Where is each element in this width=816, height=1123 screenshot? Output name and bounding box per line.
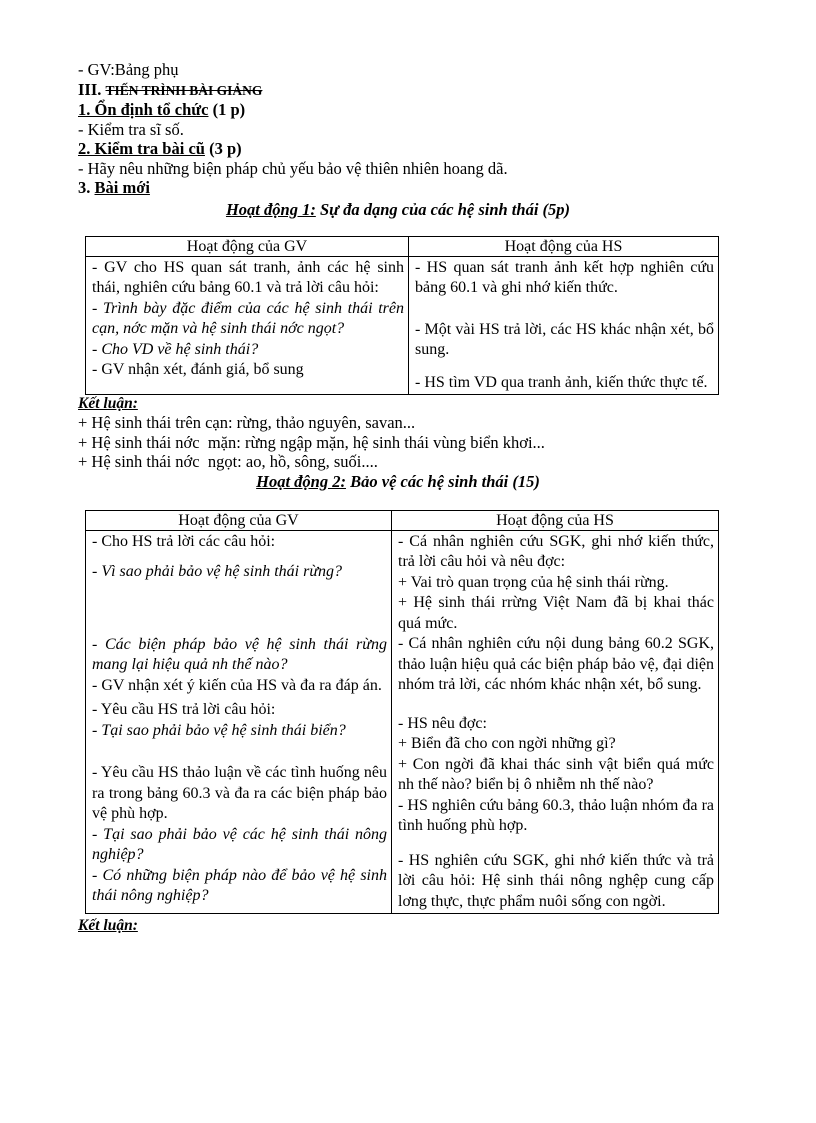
gv-item: - Cho HS trả lời các câu hỏi: (92, 532, 276, 550)
hs-item: - Cá nhân nghiên cứu nội dung bảng 60.2 SGK, thảo luận hiệu quả các biện pháp bảo vệ, đại diện nhóm trả lời, các nhóm khác nhận xét, bổ sung. (398, 635, 714, 693)
hs-item: + Vai trò quan trọng của hệ sinh thái rừng. (398, 573, 669, 591)
hs-item: - HS tìm VD qua tranh ảnh, kiến thức thực tế. (415, 373, 708, 391)
column-header-hs: Hoạt động của HS (392, 510, 719, 530)
gv-question: - Trình bày đặc điểm của các hệ sinh thái trên cạn, nớc mặn và hệ sinh thái nớc ngọt? (92, 299, 404, 337)
gv-item: - GV cho HS quan sát tranh, ảnh các hệ sinh thái, nghiên cứu bảng 60.1 và trả lời câu hỏi: (92, 258, 404, 296)
gv-question: - Vì sao phải bảo vệ hệ sinh thái rừng? (92, 563, 343, 580)
gv-question: - Có những biện pháp nào để bảo vệ hệ sinh thái nông nghiệp? (92, 866, 387, 904)
table-header-row (86, 510, 719, 530)
hs-item: - HS quan sát tranh ảnh kết hợp nghiên cứu bảng 60.1 và ghi nhớ kiến thức. (415, 258, 714, 296)
activity-1-table (85, 236, 719, 396)
document-page (78, 60, 718, 935)
activity-1-heading-text: Sự đa dạng của các hệ sinh thái (5p) (315, 199, 571, 219)
conclusion-1-label: Kết luận: (78, 395, 138, 412)
hs-item: - Một vài HS trả lời, các HS khác nhận xét, bổ sung. (415, 320, 714, 358)
activity-1-heading (78, 200, 718, 220)
step-2-title (78, 139, 718, 159)
step-1-time: (1 p) (208, 100, 246, 119)
hs-item: - HS nghiên cứu SGK, ghi nhớ kiến thức và trả lời câu hỏi: Hệ sinh thái nông nghệp cung cấp lơng thực, thực phẩm nuôi sống con ngời. (398, 851, 714, 910)
column-header-hs: Hoạt động của HS (409, 236, 719, 256)
column-header-gv: Hoạt động của GV (86, 236, 409, 256)
section-iii-label: TIẾN TRÌNH BÀI GIẢNG (105, 82, 263, 98)
section-iii-title (78, 80, 718, 101)
conclusion-1-line: + Hệ sinh thái nớc ngọt: ao, hồ, sông, suối.... (78, 452, 378, 471)
step-2-label: 2. Kiểm tra bài cũ (78, 139, 205, 158)
step-3-title (78, 178, 718, 198)
gv-item: - GV nhận xét ý kiến của HS và đa ra đáp án. (92, 676, 382, 694)
gv-item: - Yêu cầu HS thảo luận về các tình huống nêu ra trong bảng 60.3 và đa ra các biện pháp bảo vệ phù hợp. (92, 764, 387, 822)
conclusion-2-label: Kết luận: (78, 917, 138, 934)
step-1-label: 1. Ổn định tổ chức (78, 100, 209, 119)
activity-2-heading-text: Bảo vệ các hệ sinh thái (15) (345, 471, 540, 491)
step-2-text: - Hãy nêu những biện pháp chủ yếu bảo vệ thiên nhiên hoang dã. (78, 158, 508, 178)
conclusion-1-line: + Hệ sinh thái trên cạn: rừng, thảo nguyên, savan... (78, 413, 416, 432)
gv-question: - Tại sao phải bảo vệ các hệ sinh thái nông nghiệp? (92, 825, 387, 863)
table-row (86, 530, 719, 914)
activity-1-heading-label: Hoạt động 1: (225, 199, 316, 219)
activity-2-table (85, 510, 719, 915)
activity-2-heading (78, 472, 718, 492)
hs-cell (392, 530, 719, 914)
materials-line: - GV:Bảng phụ (78, 60, 179, 79)
hs-item: + Con ngời đã khai thác sinh vật biển quá mức nh thế nào? biển bị ô nhiễm nh thế nào? (398, 755, 714, 793)
hs-item: + Biển đã cho con ngời những gì? (398, 735, 616, 752)
step-3-number: 3. (78, 178, 95, 197)
step-2-time: (3 p) (204, 139, 242, 158)
step-1-text: - Kiểm tra sĩ số. (78, 119, 184, 139)
hs-item: - Cá nhân nghiên cứu SGK, ghi nhớ kiến thức, trả lời câu hỏi và nêu đợc: (398, 532, 714, 570)
gv-question: - Cho VD về hệ sinh thái? (92, 340, 259, 358)
gv-cell (86, 256, 409, 395)
activity-2-heading-label: Hoạt động 2: (256, 471, 346, 491)
hs-item: - HS nêu đợc: (398, 714, 487, 732)
gv-question: - Tại sao phải bảo vệ hệ sinh thái biển? (92, 721, 346, 739)
conclusion-1-line: + Hệ sinh thái nớc mặn: rừng ngập mặn, hệ sinh thái vùng biển khơi... (78, 432, 545, 452)
step-3-label: Bài mới (94, 178, 150, 197)
gv-item: - Yêu cầu HS trả lời câu hỏi: (92, 701, 276, 718)
gv-question: - Các biện pháp bảo vệ hệ sinh thái rừng mang lại hiệu quả nh thế nào? (92, 635, 387, 673)
step-1-title (78, 100, 718, 120)
hs-item: + Hệ sinh thái rrừng Việt Nam đã bị khai thác quá mức. (398, 594, 714, 632)
gv-item: - GV nhận xét, đánh giá, bổ sung (92, 361, 304, 378)
hs-cell (409, 256, 719, 395)
section-iii-number: III. (78, 79, 106, 99)
column-header-gv: Hoạt động của GV (86, 510, 392, 530)
table-header-row (86, 236, 719, 256)
gv-cell (86, 530, 392, 914)
table-row (86, 256, 719, 395)
hs-item: - HS nghiên cứu bảng 60.3, thảo luận nhóm đa ra tình huống phù hợp. (398, 796, 714, 834)
